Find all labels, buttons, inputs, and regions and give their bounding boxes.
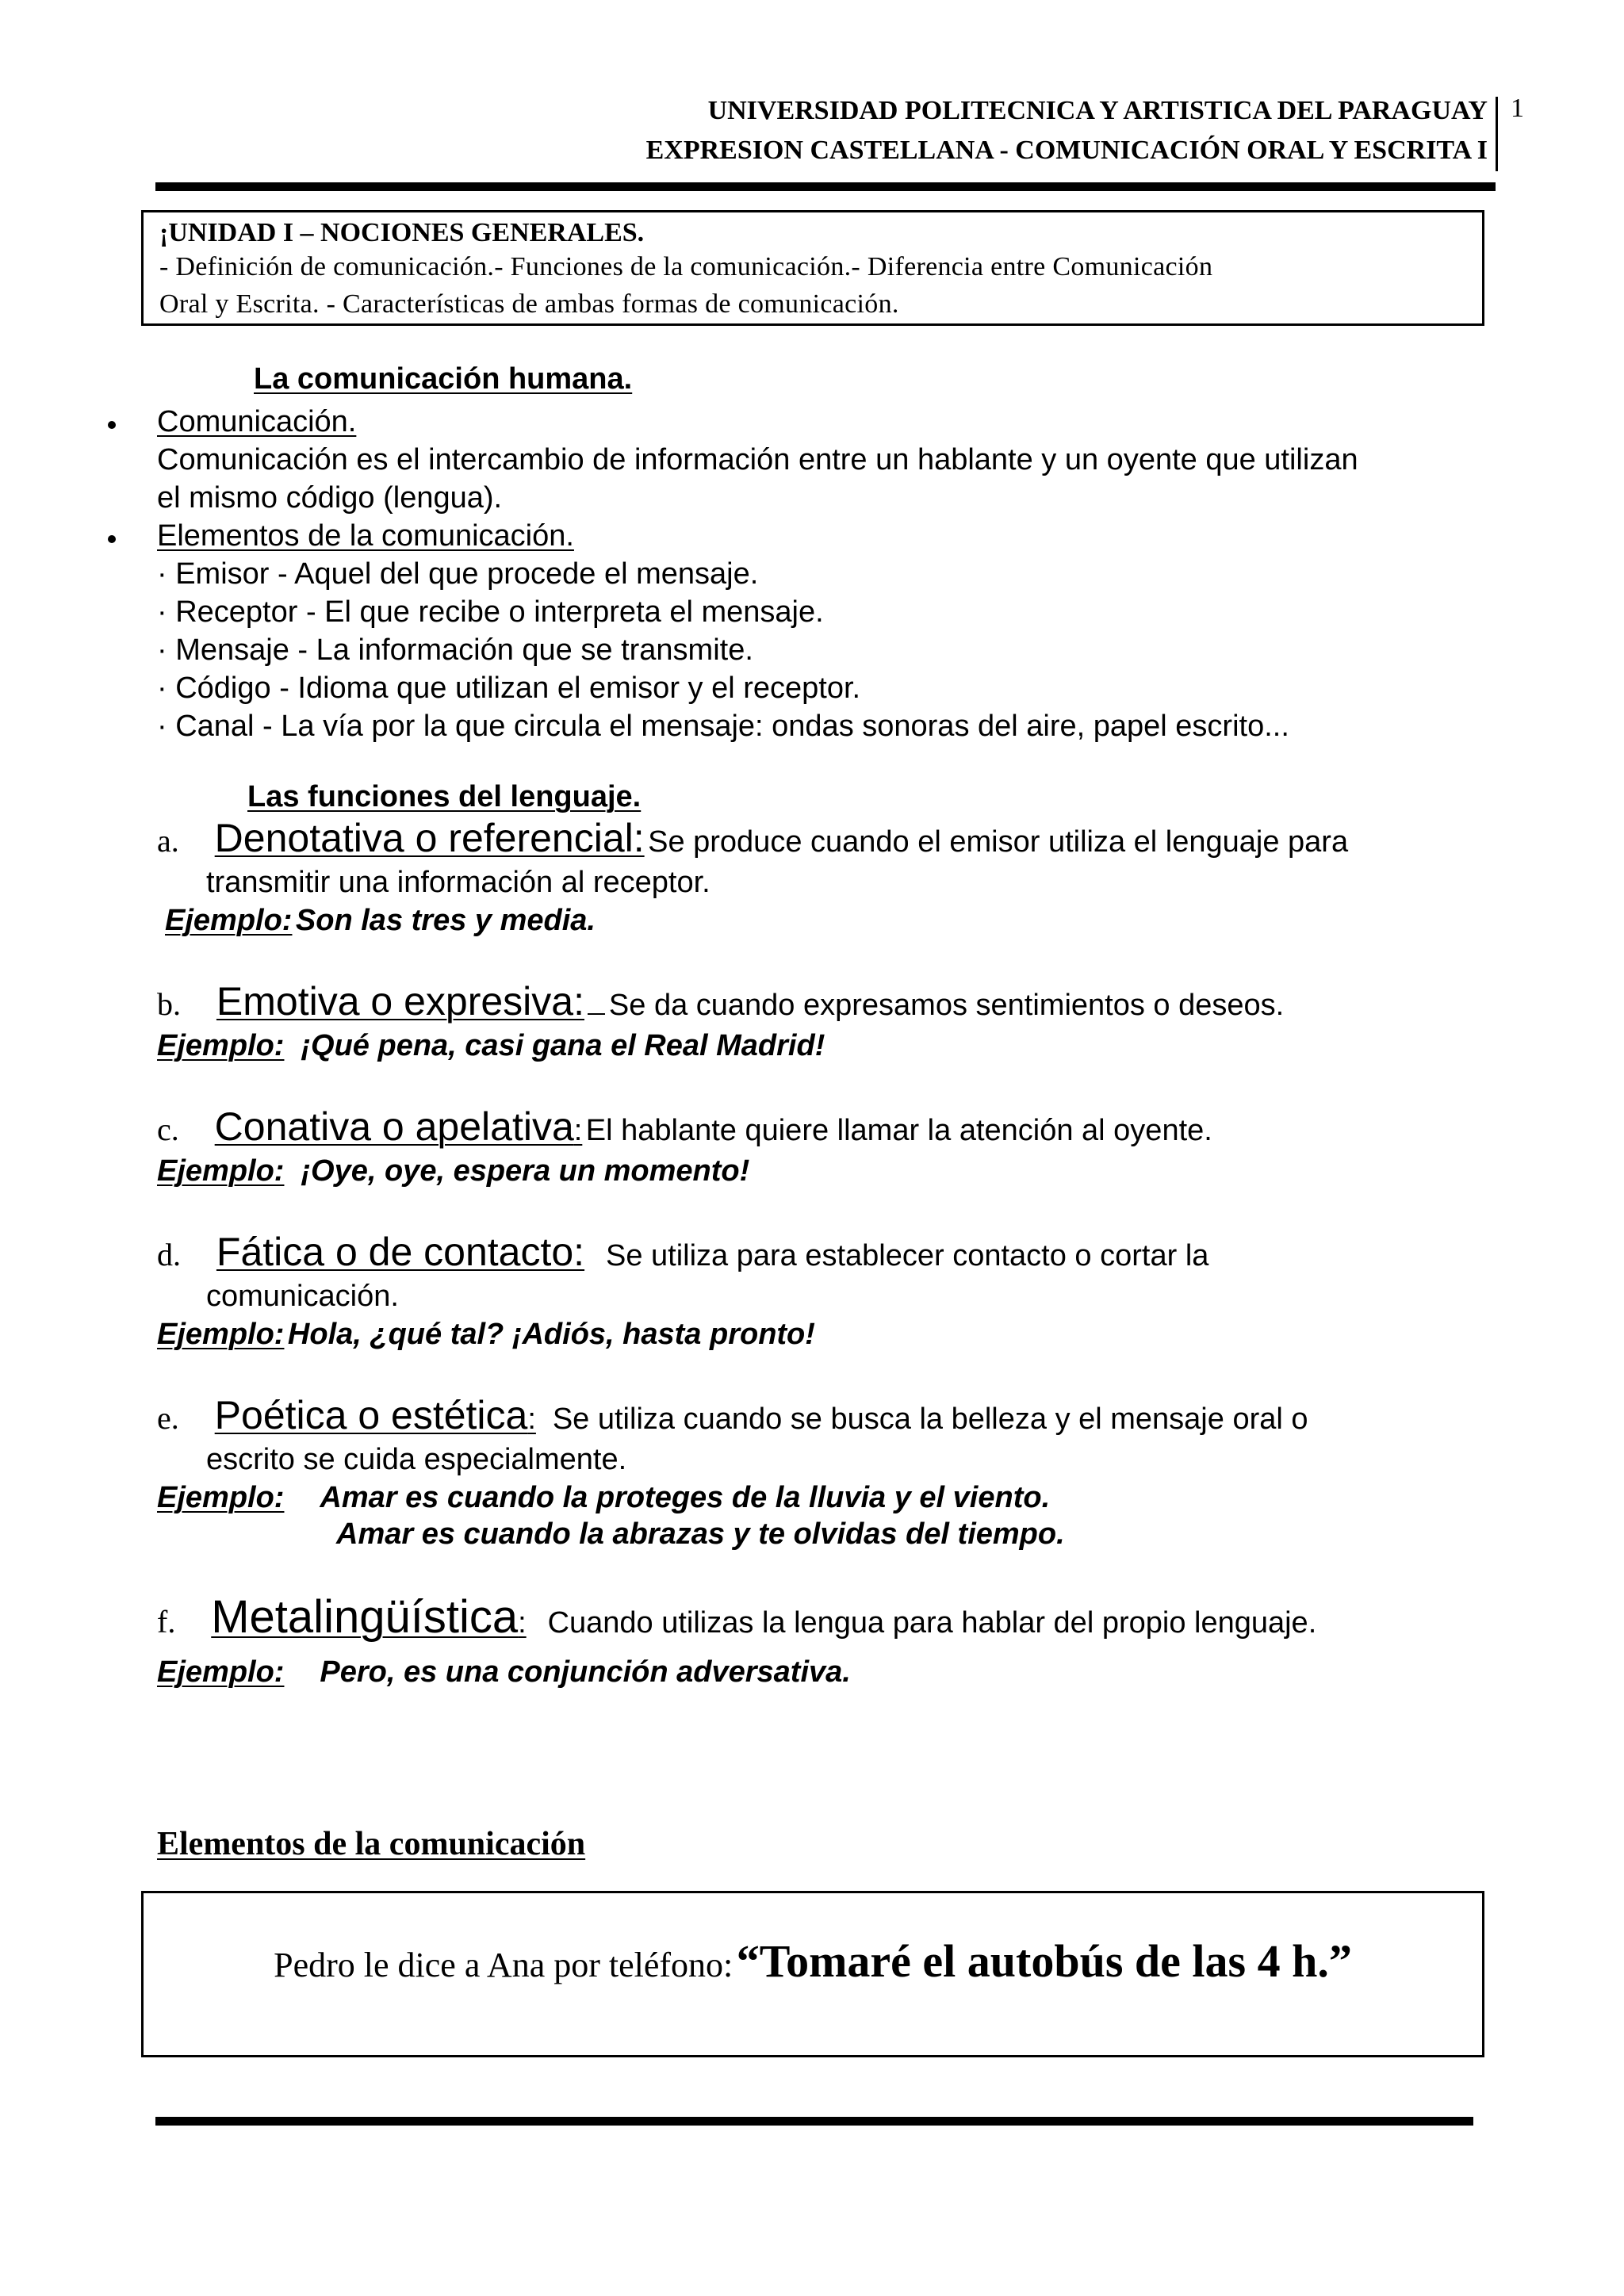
function-desc: Se utiliza cuando se busca la belleza y el mensaje oral o (552, 1402, 1308, 1436)
function-colon: : (527, 1402, 536, 1436)
footer-rule (155, 2117, 1473, 2126)
function-example (157, 1318, 815, 1352)
item-title-elements: Elementos de la comunicación. (157, 519, 574, 553)
element-mensaje: · Mensaje - La información que se transmite. (157, 633, 753, 667)
function-example (157, 1655, 851, 1689)
example-text: Hola, ¿qué tal? ¡Adiós, hasta pronto! (287, 1318, 815, 1351)
page-number: 1 (1511, 94, 1524, 123)
function-desc: El hablante quiere llamar la atención al oyente. (585, 1114, 1212, 1147)
example-text: ¡Qué pena, casi gana el Real Madrid! (301, 1029, 825, 1062)
header-course: EXPRESION CASTELLANA - COMUNICACIÓN ORAL Y ESCRITA I (645, 136, 1488, 165)
function-name: Emotiva o expresiva: (216, 979, 584, 1024)
function-fatica (157, 1229, 1208, 1275)
example-label: Ejemplo: (165, 904, 293, 937)
function-marker: a. (157, 823, 179, 859)
function-name: Denotativa o referencial: (214, 816, 645, 860)
example-label: Ejemplo: (157, 1655, 285, 1689)
function-desc: Cuando utilizas la lengua para hablar del propio lenguaje. (547, 1606, 1317, 1640)
function-conativa (157, 1104, 1212, 1150)
example-label: Ejemplo: (157, 1481, 285, 1514)
example-label: Ejemplo: (157, 1154, 285, 1188)
unit-box (141, 210, 1484, 326)
header-rule (155, 182, 1496, 191)
unit-topics-line2: Oral y Escrita. - Características de ambas formas de comunicación. (159, 289, 899, 319)
function-poetica (157, 1392, 1308, 1438)
quote-line (144, 1934, 1482, 1988)
quote-prefix: Pedro le dice a Ana por teléfono: (274, 1946, 733, 1984)
function-desc: Se utiliza para establecer contacto o cortar la (605, 1239, 1209, 1272)
element-receptor: · Receptor - El que recibe o interpreta el mensaje. (157, 595, 824, 629)
function-desc-cont: comunicación. (206, 1280, 399, 1313)
header-separator (1496, 97, 1498, 171)
function-desc: Se da cuando expresamos sentimientos o deseos. (608, 989, 1285, 1022)
header-university: UNIVERSIDAD POLITECNICA Y ARTISTICA DEL PARAGUAY (707, 96, 1488, 125)
example-label: Ejemplo: (157, 1029, 285, 1062)
function-name: Poética o estética (214, 1393, 528, 1437)
unit-title: ¡UNIDAD I – NOCIONES GENERALES. (159, 218, 645, 247)
function-denotativa (157, 815, 1348, 861)
function-name: Metalingüística (211, 1591, 519, 1643)
element-codigo: · Código - Idioma que utilizan el emisor y el receptor. (157, 672, 861, 705)
function-colon: : (518, 1606, 527, 1640)
example-text-cont: Amar es cuando la abrazas y te olvidas del tiempo. (336, 1517, 1065, 1551)
function-marker: e. (157, 1400, 179, 1436)
example-label: Ejemplo: (157, 1318, 285, 1351)
function-marker: d. (157, 1237, 181, 1272)
quote-box (141, 1891, 1484, 2057)
function-colon: : (573, 1114, 583, 1147)
function-desc-cont: escrito se cuida especialmente. (206, 1443, 627, 1476)
bullet-icon (108, 421, 116, 429)
example-text: ¡Oye, oye, espera un momento! (301, 1154, 750, 1188)
quote-text: “Tomaré el autobús de las 4 h.” (736, 1935, 1352, 1987)
function-example (157, 1154, 749, 1188)
unit-topics-line1: - Definición de comunicación.- Funciones de la comunicación.- Diferencia entre Comunicación (159, 252, 1213, 281)
item-text-line2: el mismo código (lengua). (157, 481, 503, 515)
element-emisor: · Emisor - Aquel del que procede el mensaje. (157, 557, 759, 591)
function-desc: Se produce cuando el emisor utiliza el lenguaje para (648, 825, 1349, 859)
bullet-icon (108, 535, 116, 543)
function-example (157, 1029, 825, 1063)
function-marker: f. (157, 1604, 176, 1640)
function-metalinguistica (157, 1590, 1316, 1644)
function-name: Fática o de contacto: (216, 1230, 585, 1274)
function-marker: c. (157, 1112, 179, 1147)
section-title-elements: Elementos de la comunicación (157, 1826, 586, 1862)
function-example (165, 904, 596, 938)
item-title-communication: Comunicación. (157, 405, 357, 438)
function-emotiva (157, 978, 1284, 1024)
example-text: Amar es cuando la proteges de la lluvia y el viento. (320, 1481, 1051, 1514)
function-marker: b. (157, 986, 181, 1022)
element-canal: · Canal - La vía por la que circula el mensaje: ondas sonoras del aire, papel escrito... (157, 710, 1289, 743)
function-name: Conativa o apelativa (214, 1104, 574, 1149)
item-text-line1: Comunicación es el intercambio de información entre un hablante y un oyente que utilizan (157, 443, 1358, 476)
section-title-language-functions: Las funciones del lenguaje. (247, 780, 642, 813)
function-desc-cont: transmitir una información al receptor. (206, 866, 710, 899)
example-text: Pero, es una conjunción adversativa. (320, 1655, 851, 1689)
function-example (157, 1481, 1050, 1515)
example-text: Son las tres y media. (295, 904, 596, 937)
section-title-human-communication: La comunicación humana. (254, 362, 633, 396)
